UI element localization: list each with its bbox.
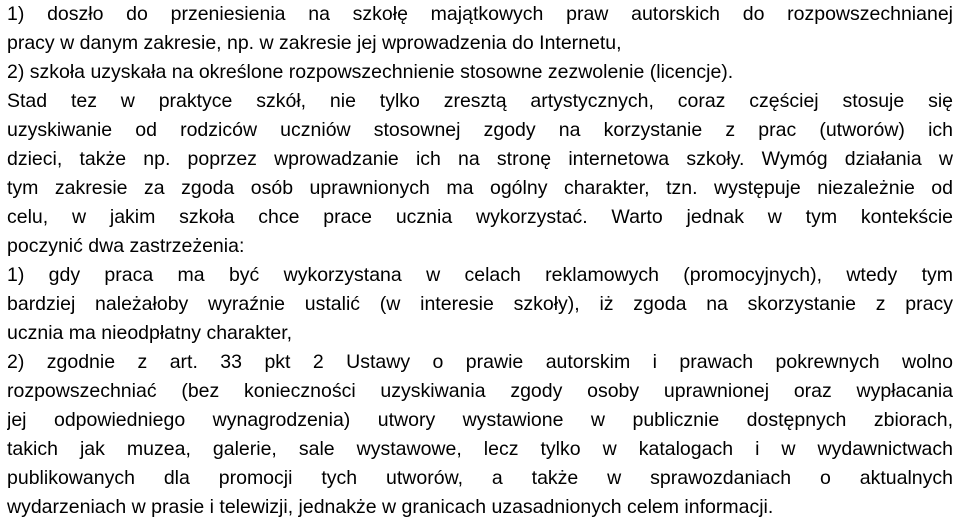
text-line-17: publikowanych dla promocji tych utworów, a także w sprawozdaniach o aktualnych [7, 467, 953, 489]
text-line-6: dzieci, także np. poprzez wprowadzanie ich na stronę internetowa szkoły. Wymóg działania w [7, 148, 953, 170]
text-line-14: rozpowszechniać (bez konieczności uzyskiwania zgody osoby uprawnionej oraz wypłacania [7, 380, 953, 402]
text-line-18: wydarzeniach w prasie i telewizji, jednakże w granicach uzasadnionych celem informacji. [7, 496, 774, 518]
text-line-8: celu, w jakim szkoła chce prace ucznia wykorzystać. Warto jednak w tym kontekście [7, 206, 953, 228]
text-line-1: 1) doszło do przeniesienia na szkołę majątkowych praw autorskich do rozpowszechnianej [7, 3, 953, 25]
text-line-4: Stad tez w praktyce szkół, nie tylko zresztą artystycznych, coraz częściej stosuje się [7, 90, 953, 112]
text-line-11: bardziej należałoby wyraźnie ustalić (w interesie szkoły), iż zgoda na skorzystanie z pracy [7, 293, 953, 315]
text-line-13: 2) zgodnie z art. 33 pkt 2 Ustawy o prawie autorskim i prawach pokrewnych wolno [7, 351, 953, 373]
text-line-12: ucznia ma nieodpłatny charakter, [7, 322, 293, 344]
text-line-16: takich jak muzea, galerie, sale wystawowe, lecz tylko w katalogach i w wydawnictwach [7, 438, 953, 460]
text-line-7: tym zakresie za zgoda osób uprawnionych ma ogólny charakter, tzn. występuje niezależnie od [7, 177, 953, 199]
text-line-3: 2) szkoła uzyskała na określone rozpowszechnienie stosowne zezwolenie (licencje). [7, 61, 734, 83]
text-line-10: 1) gdy praca ma być wykorzystana w celach reklamowych (promocyjnych), wtedy tym [7, 264, 953, 286]
text-line-2: pracy w danym zakresie, np. w zakresie jej wprowadzenia do Internetu, [7, 32, 622, 54]
text-line-9: poczynić dwa zastrzeżenia: [7, 235, 245, 257]
document-page [7, 0, 953, 522]
text-line-15: jej odpowiedniego wynagrodzenia) utwory wystawione w publicznie dostępnych zbiorach, [7, 409, 953, 431]
text-line-5: uzyskiwanie od rodziców uczniów stosownej zgody na korzystanie z prac (utworów) ich [7, 119, 953, 141]
